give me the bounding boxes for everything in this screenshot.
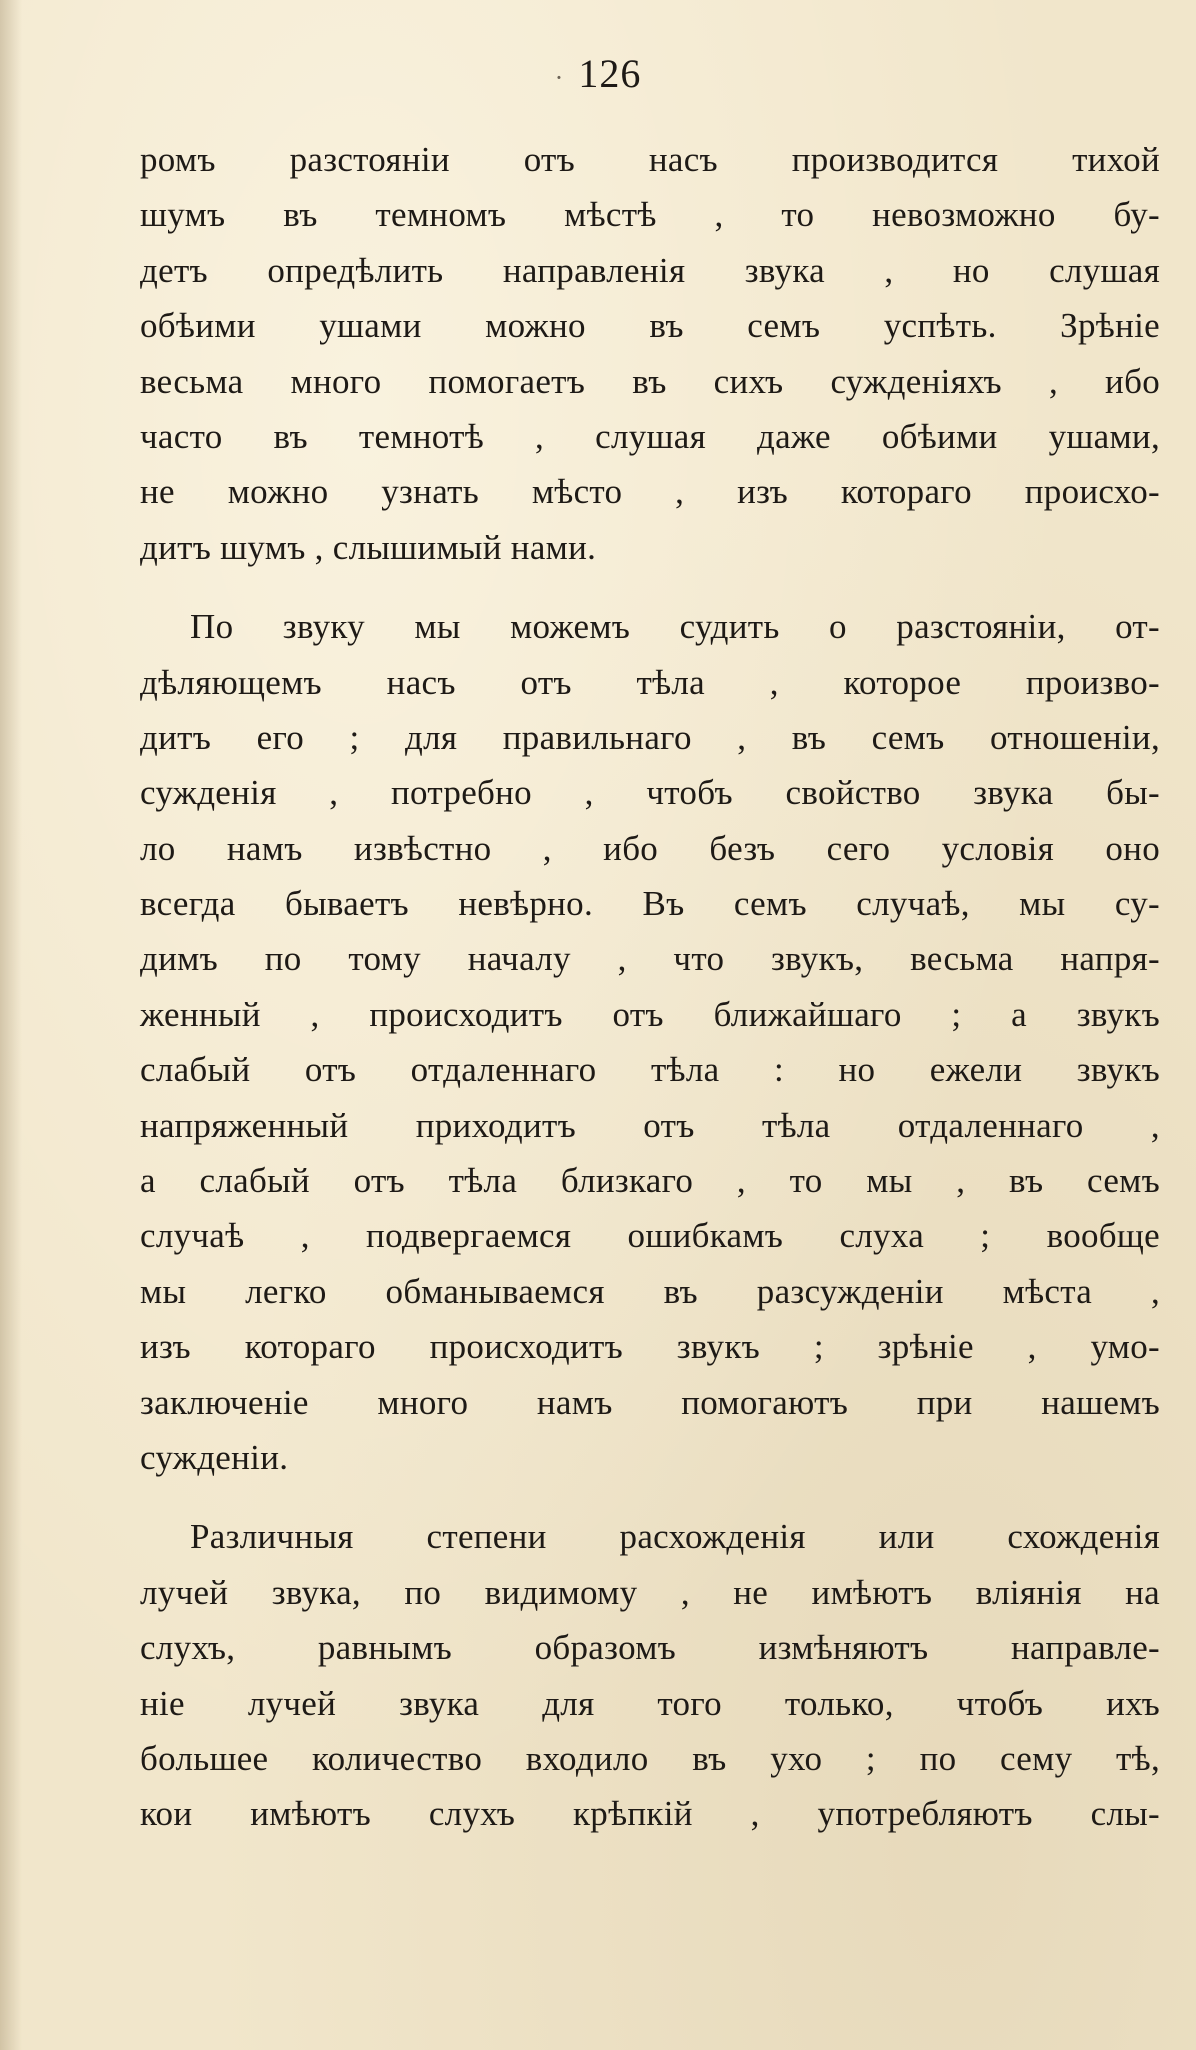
paragraph-1 — [140, 132, 1160, 575]
text-line: Различныя степени расхожденія или схожденія — [190, 1517, 1160, 1557]
text-line: лучей звука, по видимому , не имѣютъ вліянія на — [140, 1572, 1160, 1612]
text-line: всегда бываетъ невѣрно. Въ семъ случаѣ, мы су- — [140, 884, 1160, 924]
text-line: мы легко обманываемся въ разсужденіи мѣста , — [140, 1271, 1160, 1311]
text-line: часто въ темнотѣ , слушая даже обѣими ушами, — [140, 416, 1160, 456]
text-line: весьма много помогаетъ въ сихъ сужденіяхъ , ибо — [140, 361, 1160, 401]
page-binding-shadow — [0, 0, 22, 2050]
text-line: димъ по тому началу , что звукъ, весьма напря- — [140, 939, 1160, 979]
text-line: обѣими ушами можно въ семъ успѣть. Зрѣніе — [140, 306, 1160, 346]
text-line: По звуку мы можемъ судить о разстояніи, от- — [190, 607, 1160, 647]
paragraph-3 — [140, 1509, 1160, 1841]
text-line: кои имѣютъ слухъ крѣпкій , употребляютъ слы- — [140, 1794, 1160, 1834]
text-line: не можно узнать мѣсто , изъ котораго происхо- — [140, 472, 1160, 512]
text-line: слухъ, равнымъ образомъ измѣняютъ направле- — [140, 1628, 1160, 1668]
text-line: заключеніе много намъ помогаютъ при нашемъ — [140, 1382, 1160, 1422]
text-line: детъ опредѣлить направленія звука , но слушая — [140, 250, 1160, 290]
text-line: случаѣ , подвергаемся ошибкамъ слуха ; вообще — [140, 1216, 1160, 1256]
text-line: напряженный приходитъ отъ тѣла отдаленнаго , — [140, 1105, 1160, 1145]
text-line: женный , происходитъ отъ ближайшаго ; а звукъ — [140, 994, 1160, 1034]
text-line: дитъ шумъ , слышимый нами. — [140, 527, 597, 567]
text-line: дитъ его ; для правильнаго , въ семъ отношеніи, — [140, 717, 1160, 757]
body-text — [140, 132, 1160, 1866]
text-line: ло намъ извѣстно , ибо безъ сего условія оно — [140, 828, 1160, 868]
text-line: сужденія , потребно , чтобъ свойство звука бы- — [140, 773, 1160, 813]
text-line: а слабый отъ тѣла близкаго , то мы , въ семъ — [140, 1161, 1160, 1201]
text-line: ромъ разстояніи отъ насъ производится тихой — [140, 140, 1160, 179]
text-line: дѣляющемъ насъ отъ тѣла , которое произво- — [140, 662, 1160, 702]
paragraph-2 — [140, 599, 1160, 1485]
page-number-text: 126 — [578, 51, 642, 96]
page-number — [0, 50, 1196, 97]
text-line: шумъ въ темномъ мѣстѣ , то невозможно бу- — [140, 195, 1160, 235]
text-line: большее количество входило въ ухо ; по сему тѣ, — [140, 1738, 1160, 1778]
page-number-dot: · — [554, 62, 565, 92]
text-line: изъ котораго происходитъ звукъ ; зрѣніе , умо- — [140, 1327, 1160, 1367]
text-line: сужденіи. — [140, 1437, 289, 1477]
text-line: слабый отъ отдаленнаго тѣла : но ежели звукъ — [140, 1050, 1160, 1090]
text-line: ніе лучей звука для того только, чтобъ ихъ — [140, 1683, 1160, 1723]
